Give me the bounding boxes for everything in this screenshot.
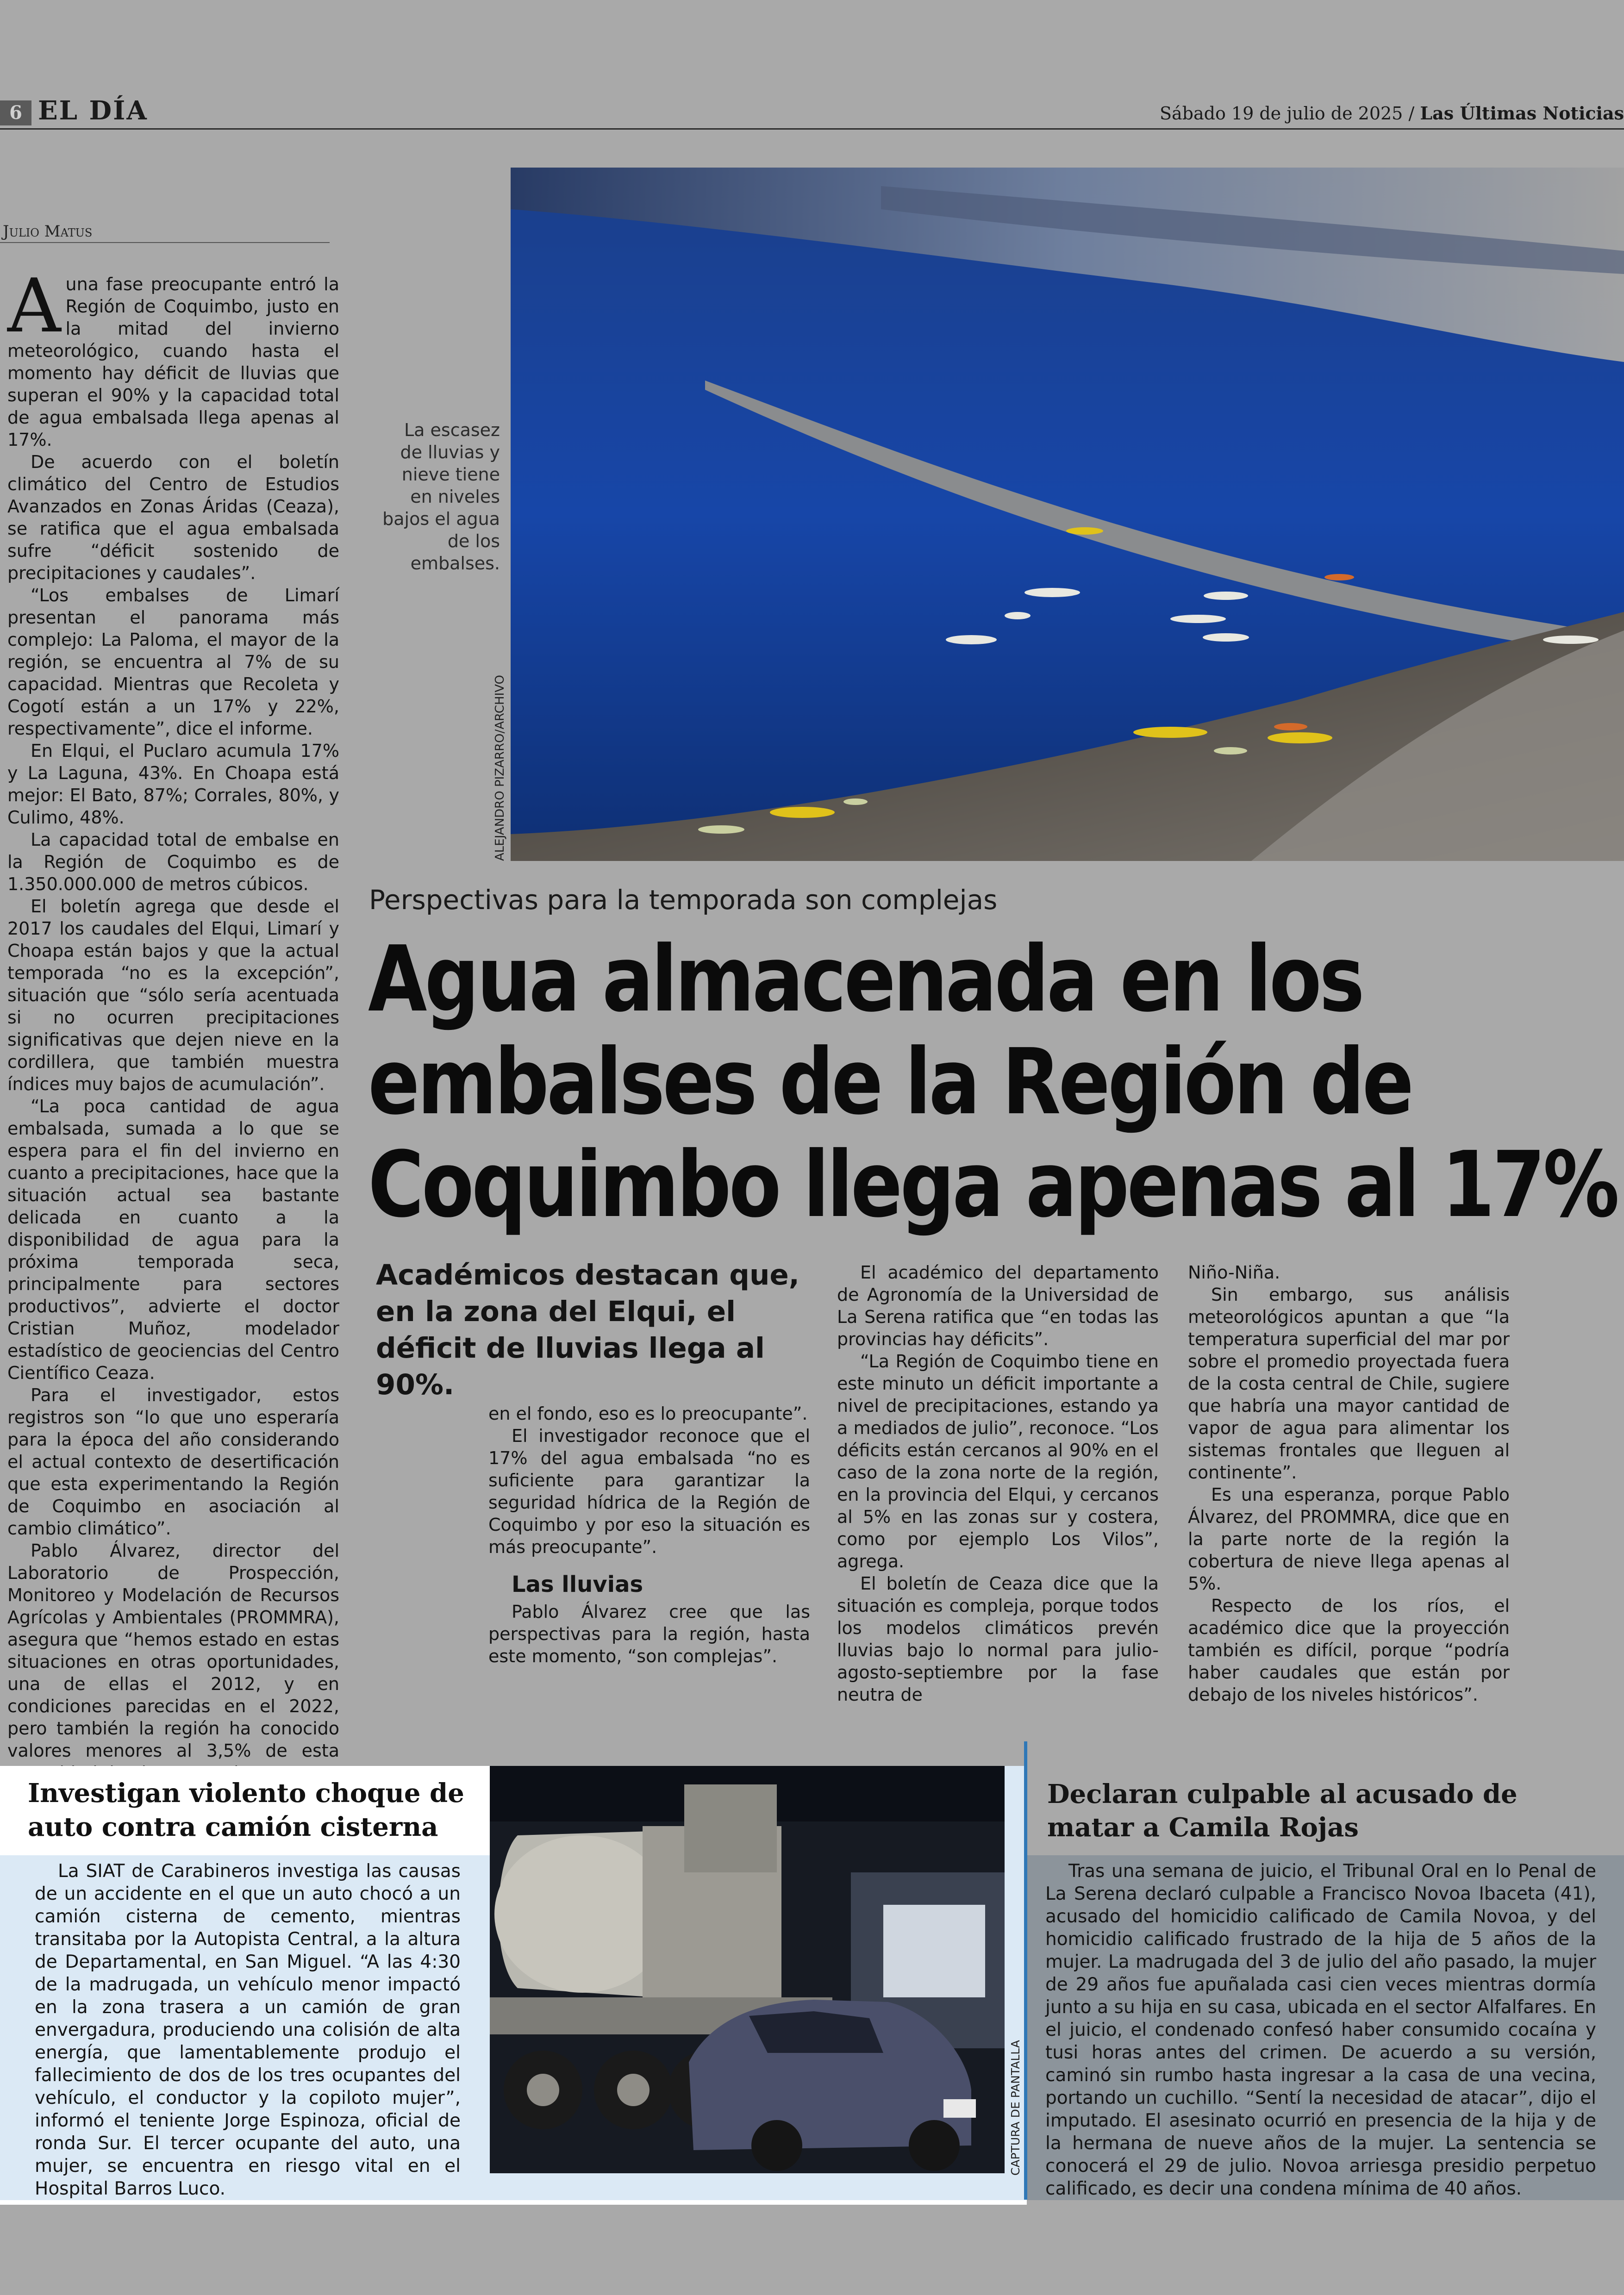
headline [368, 927, 1618, 1238]
dateline-separator: / [1408, 103, 1415, 124]
paragraph: Pablo Álvarez cree que las perspectivas para la región, hasta este momento, “son complejas”. [488, 1602, 810, 1666]
article-column-4 [1188, 1261, 1510, 1706]
lead-paragraph [7, 262, 339, 451]
header-rule [0, 128, 1624, 130]
byline-rule [0, 242, 330, 243]
paragraph: Sin embargo, sus análisis meteorológicos apuntan a que “la temperatura superficial del mar por sobre el promedio proyectada fuera de la costa central de Chile, sugiere que habría una mayor cantidad de vapor de agua para alimentar los sistemas frontales que lleguen al continente”. [1188, 1285, 1510, 1483]
brief-right-body [1045, 1860, 1596, 2200]
crash-photo [490, 1766, 1005, 2173]
brief-left-body [35, 1860, 461, 2200]
paragraph: El boletín de Ceaza dice que la situación es compleja, porque todos los modelos climáticos prevén lluvias bajo lo normal para julio-agosto-septiembre por la fase neutra de [837, 1573, 1159, 1705]
crash-photo-credit: CAPTURA DE PANTALLA [1009, 2040, 1022, 2176]
kicker: Perspectivas para la temporada son complejas [369, 884, 998, 916]
page-number: 6 [0, 100, 31, 125]
article-column-3 [837, 1261, 1159, 1706]
paragraph: “La Región de Coquimbo tiene en este minuto un déficit importante a nivel de precipitaciones, estando ya a mediados de julio”, reconoce. “Los déficits están cercanos al 90% en el caso de la zona norte de la región, en la provincia del Elqui, y cercanos al 5% en las zonas sur y costera, como por ejemplo Los Vilos”, agrega. [837, 1351, 1159, 1572]
paragraph: Respecto de los ríos, el académico dice que la proyección también es difícil, porque “podría haber caudales que están por debajo de los niveles históricos”. [1188, 1596, 1510, 1705]
headline-line: embalses de la Región de [368, 1029, 1412, 1135]
byline: Julio Matus [3, 222, 93, 241]
lead-text: una fase preocupante entró la Región de Coquimbo, justo en la mitad del invierno meteorológico, cuando hasta el momento hay déficit de lluvias que superan el 90% y la capacidad total de agua embalsada llega apenas al 17%. [7, 274, 339, 450]
paragraph: Para el investigador, estos registros son “lo que uno esperaría para la época del año considerando el actual contexto de desertificación que esta experimentando la Región de Coquimbo en asociación al cambio climático”. [7, 1385, 339, 1539]
paragraph: Tras una semana de juicio, el Tribunal Oral en lo Penal de La Serena declaró culpable a Francisco Novoa Ibaceta (41), acusado del homicidio calificado de Camila Novoa, y del homicidio calificado frustrado de la hija de 5 años de la mujer. La madrugada del 3 de julio del año pasado, la mujer de 29 años fue apuñalada casi cien veces mientras dormía junto a su hija en su casa, ubicada en el sector Alfalfares. En el juicio, el condenado confesó haber consumido cocaína y tusi horas antes del crimen. De acuerdo a su versión, caminó sin rumbo hasta ingresar a la casa de una vecina, portando un cuchillo. “Sentí la necesidad de atacar”, dijo el imputado. El asesinato ocurrió en presencia de la hija y de la hermana de nueve años de la mujer. La sentencia se conocerá el 29 de julio. Novoa arriesga presidio perpetuo calificado, es decir una condena mínima de 40 años. [1045, 1861, 1596, 2199]
paragraph: “Los embalses de Limarí presentan el panorama más complejo: La Paloma, el mayor de la región, se encuentra al 7% de su capacidad. Mientras que Recoleta y Cogotí están a un 17% y 22%, respectivamente”, dice el informe. [7, 585, 339, 739]
subhead: Las lluvias [512, 1572, 643, 1597]
issue-date: Sábado 19 de julio de 2025 [1159, 103, 1403, 124]
paragraph: El académico del departamento de Agronomía de la Universidad de La Serena ratifica que “en todas las provincias hay déficits”. [837, 1262, 1159, 1349]
brief-left-bottom-rule [0, 2200, 1027, 2205]
photo-caption: La escasez de lluvias y nieve tiene en niveles bajos el agua de los embalses. [382, 420, 500, 574]
paragraph: Niño-Niña. [1188, 1262, 1280, 1283]
reservoir-photo [511, 168, 1624, 861]
article-column-1 [7, 262, 339, 1784]
article-column-2 [488, 1403, 810, 1667]
paragraph: en el fondo, eso es lo preocupante”. [488, 1403, 808, 1424]
paragraph: “La poca cantidad de agua embalsada, sumada a lo que se espera para el fin del invierno en cuanto a precipitaciones, hace que la situación actual sea bastante delicada en cuanto a la disponibilidad de agua para la próxima temporada seca, principalmente para sectores productivos”, advierte el doctor Cristian Muñoz, modelador estadístico de geociencias del Centro Científico Ceaza. [7, 1096, 339, 1383]
headline-line: Agua almacenada en los [368, 927, 1362, 1032]
paragraph: La SIAT de Carabineros investiga las causas de un accidente en el que un auto chocó a un camión cisterna de cemento, mientras transitaba por la Autopista Central, a la altura de Departamental, en San Miguel. “A las 4:30 de la madrugada, un vehículo menor impactó en la zona trasera a un camión de gran envergadura, produciendo una colisión de alta energía, que lamentablemente produjo el fallecimiento de dos de los tres ocupantes del vehículo, el conductor y la copiloto mujer”, informó el teniente Jorge Espinoza, oficial de ronda Sur. El tercer ocupante del auto, una mujer, se encuentra en riesgo vital en el Hospital Barros Luco. [35, 1861, 461, 2199]
headline-line: Coquimbo llega apenas al 17% [368, 1132, 1618, 1238]
drop-cap: A [7, 262, 61, 349]
paragraph: El investigador reconoce que el 17% del agua embalsada “no es suficiente para garantizar la seguridad hídrica de la Región de Coquimbo y por eso la situación es más preocupante”. [488, 1426, 810, 1557]
paragraph: La capacidad total de embalse en la Región de Coquimbo es de 1.350.000.000 de metros cúbicos. [7, 829, 339, 894]
paragraph: Es una esperanza, porque Pablo Álvarez, del PROMMRA, dice que en la parte norte de la región la cobertura de nieve llega apenas al 5%. [1188, 1484, 1510, 1594]
section-title: EL DÍA [38, 95, 148, 126]
brief-right-title: Declaran culpable al acusado de matar a Camila Rojas [1047, 1779, 1518, 1843]
paragraph: El boletín agrega que desde el 2017 los caudales del Elqui, Limarí y Choapa están bajos y que la actual temporada “no es la excepción”, situación que “sólo sería acentuada si no ocurren precipitaciones significativas que dejen nieve en la cordillera, que también muestra índices muy bajos de acumulación”. [7, 896, 339, 1094]
page-dateline [1160, 103, 1624, 124]
brief-left-title: Investigan violento choque de auto contra camión cisterna [28, 1778, 464, 1842]
brief-right-rule [1024, 1741, 1027, 2200]
photo-credit: ALEJANDRO PIZARRO/ARCHIVO [493, 675, 507, 861]
newspaper-name: Las Últimas Noticias [1420, 103, 1624, 124]
deck: Académicos destacan que, en la zona del Elqui, el déficit de lluvias llega al 90%. [376, 1259, 800, 1401]
paragraph: En Elqui, el Puclaro acumula 17% y La Laguna, 43%. En Choapa está mejor: El Bato, 87%; Corrales, 80%, y Culimo, 48%. [7, 741, 339, 828]
paragraph: Pablo Álvarez, director del Laboratorio de Prospección, Monitoreo y Modelación de Recursos Agrícolas y Ambientales (PROMMRA), asegura que “hemos estado en estas situaciones en otras oportunidades, una de ellas el 2012, y en condiciones parecidas en el 2022, pero también la región ha conocido valores menores al 3,5% de esta [7, 1540, 339, 1761]
paragraph: De acuerdo con el boletín climático del Centro de Estudios Avanzados en Zonas Áridas (Ceaza), se ratifica que el agua embalsada sufre “déficit sostenido de precipitaciones y caudales”. [7, 452, 339, 583]
